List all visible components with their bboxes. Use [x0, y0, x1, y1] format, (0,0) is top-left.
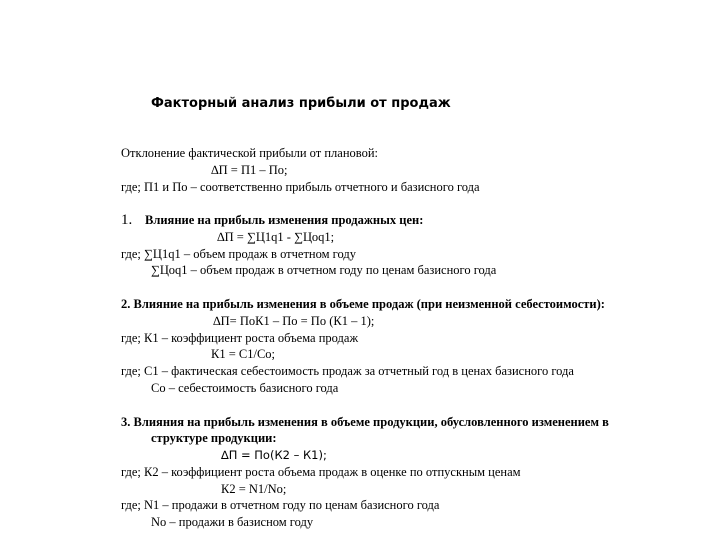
page-title: Факторный анализ прибыли от продаж	[151, 96, 451, 111]
intro-definition: где; П1 и По – соответственно прибыль отчетного и базисного года	[121, 180, 480, 194]
section3-definition-2: где; N1 – продажи в отчетном году по ценам базисного года	[121, 498, 440, 512]
section3-definition: где; К2 – коэффициент роста объема продаж в оценке по отпускным ценам	[121, 465, 521, 479]
section2-heading: 2. Влияние на прибыль изменения в объеме продаж (при неизменной себестоимости):	[121, 297, 605, 311]
intro-formula: ∆П = П1 – По;	[211, 163, 288, 177]
section1-number: 1.	[121, 212, 133, 228]
section3-formula-2: К2 = N1/No;	[221, 482, 287, 496]
section1-definition: где; ∑Ц1q1 – объем продаж в отчетном году	[121, 247, 356, 261]
section2-definition: где; К1 – коэффициент роста объема продаж	[121, 331, 359, 345]
intro-text: Отклонение фактической прибыли от плановой:	[121, 146, 379, 160]
section1-formula: ∆П = ∑Ц1q1 - ∑Цоq1;	[217, 230, 335, 244]
section1-heading-text: Влияние на прибыль изменения продажных цен:	[145, 213, 424, 227]
section1-definition-2: ∑Цоq1 – объем продаж в отчетном году по ценам базисного года	[151, 263, 497, 277]
section2-definition-2: где; С1 – фактическая себестоимость продаж за отчетный год в ценах базисного года	[121, 364, 574, 378]
section3-heading-cont: структуре продукции:	[151, 431, 277, 445]
section2-formula: ∆П= ПоК1 – По = По (К1 – 1);	[213, 314, 375, 328]
section3-formula: ∆П = По(К2 – К1);	[221, 448, 327, 462]
section2-formula-2: К1 = С1/Со;	[211, 347, 276, 361]
section2-definition-3: Со – себестоимость базисного года	[151, 381, 339, 395]
section3-heading: 3. Влияния на прибыль изменения в объеме продукции, обусловленного изменением в	[121, 415, 609, 429]
section1-heading	[121, 213, 423, 228]
section3-definition-3: No – продажи в базисном году	[151, 515, 314, 529]
